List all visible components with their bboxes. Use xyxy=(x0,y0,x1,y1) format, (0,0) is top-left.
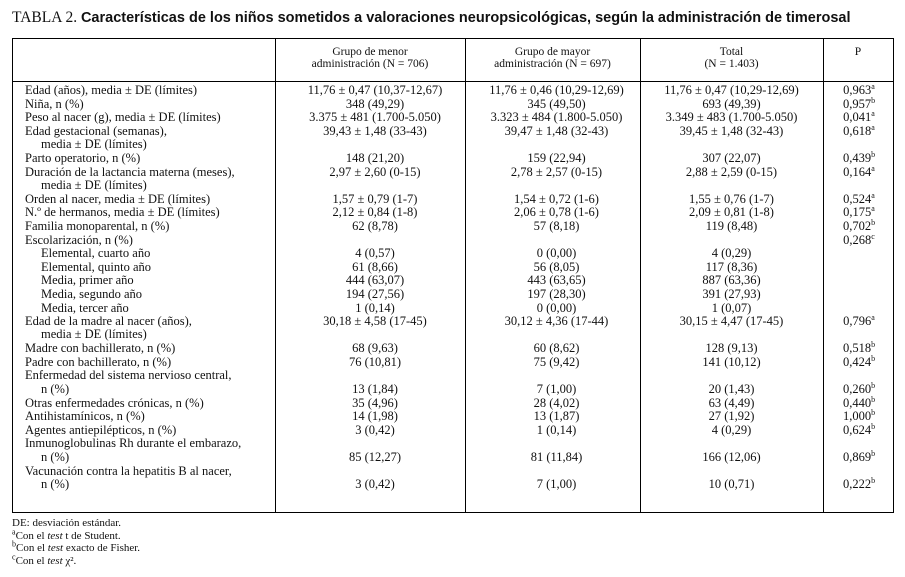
row-label: Edad de la madre al nacer (años), media ± DE (límites) xyxy=(25,314,192,342)
cell-p-value: 0,957$^b$ xyxy=(842,95,876,111)
table-row xyxy=(13,206,893,220)
row-label: Antihistamínicos, n (%) xyxy=(25,409,145,424)
cell-group-high: 159 (22,94) xyxy=(527,150,586,165)
row-label: Edad gestacional (semanas), media ± DE (límites) xyxy=(25,123,167,151)
cell-total: 3.349 ± 483 (1.700-5.050) xyxy=(665,110,798,125)
cell-p-value: 0,624$^b$ xyxy=(842,421,876,437)
row-label: Media, tercer año xyxy=(41,300,129,315)
row-label: Otras enfermedades crónicas, n (%) xyxy=(25,395,204,410)
cell-group-high: 197 (28,30) xyxy=(527,286,586,301)
cell-total: 307 (22,07) xyxy=(702,150,761,165)
cell-total: 27 (1,92) xyxy=(708,409,755,424)
table-row xyxy=(13,353,893,370)
row-label: Inmunoglobulinas Rh durante el embarazo, n (%) xyxy=(25,436,242,464)
table-row xyxy=(13,274,893,288)
cell-group-low: 3 (0,42) xyxy=(355,422,395,437)
header-p-label: P xyxy=(854,46,862,58)
cell-group-high: 81 (11,84) xyxy=(530,450,583,465)
cell-p-value: 0,869$^b$ xyxy=(842,448,876,465)
table-row xyxy=(13,149,893,166)
table-row xyxy=(13,81,893,98)
table-row xyxy=(13,342,893,356)
row-label: Media, primer año xyxy=(41,273,134,288)
table-row xyxy=(13,465,893,492)
table-row xyxy=(13,190,893,207)
cell-group-low: 13 (1,84) xyxy=(352,382,398,397)
cell-total: 63 (4,49) xyxy=(708,395,755,410)
table-row xyxy=(13,394,893,411)
row-label: Media, segundo año xyxy=(41,286,143,301)
cell-p-value: 0,440$^b$ xyxy=(842,394,876,410)
table-row xyxy=(13,421,893,438)
cell-p-value: 0,518$^b$ xyxy=(842,340,876,356)
footnote-a: $^a$Con el test t de Student. xyxy=(12,526,121,542)
cell-total: 391 (27,93) xyxy=(702,286,761,301)
cell-group-high: 3.323 ± 484 (1.800-5.050) xyxy=(490,110,623,125)
row-label: Enfermedad del sistema nervioso central, n (%) xyxy=(25,368,232,396)
cell-group-low: 39,43 ± 1,48 (33-43) xyxy=(323,123,427,138)
row-label: Niña, n (%) xyxy=(25,96,84,111)
row-label: Parto operatorio, n (%) xyxy=(25,150,141,165)
cell-group-high: 345 (49,50) xyxy=(527,96,586,111)
cell-p-value: 0,041$^a$ xyxy=(843,109,875,125)
cell-total: 141 (10,12) xyxy=(702,354,761,369)
cell-group-low: 30,18 ± 4,58 (17-45) xyxy=(323,314,427,329)
table-row xyxy=(13,122,893,152)
data-table xyxy=(12,38,894,513)
cell-p-value: 0,439$^b$ xyxy=(842,149,876,165)
cell-group-low: 76 (10,81) xyxy=(348,354,402,369)
cell-p-value: 1,000$^b$ xyxy=(842,408,876,424)
cell-group-high: 11,76 ± 0,46 (10,29-12,69) xyxy=(489,83,624,97)
cell-group-high: 30,12 ± 4,36 (17-44) xyxy=(504,314,609,329)
row-label: N.º de hermanos, media ± DE (límites) xyxy=(25,205,220,220)
cell-total: 1,55 ± 0,76 (1-7) xyxy=(689,191,774,206)
row-label: Agentes antiepilépticos, n (%) xyxy=(25,422,177,437)
table-row xyxy=(13,95,893,112)
row-label: Familia monoparental, n (%) xyxy=(25,218,170,233)
row-label: Escolarización, n (%) xyxy=(25,232,133,247)
table-row xyxy=(13,261,893,275)
cell-group-low: 61 (8,66) xyxy=(352,259,398,274)
table-row xyxy=(13,217,893,234)
cell-group-high: 60 (8,62) xyxy=(533,341,580,356)
cell-p-value: 0,268$^c$ xyxy=(843,231,875,247)
row-label: Duración de la lactancia materna (meses), media ± DE (límites) xyxy=(25,164,235,192)
cell-group-high: 7 (1,00) xyxy=(536,382,577,397)
cell-total: 117 (8,36) xyxy=(705,259,758,274)
cell-group-low: 68 (9,63) xyxy=(352,341,398,356)
cell-group-low: 348 (49,29) xyxy=(345,96,405,111)
row-label: Peso al nacer (g), media ± DE (límites) xyxy=(25,110,221,125)
table-row xyxy=(13,247,893,261)
cell-total: 693 (49,39) xyxy=(702,96,761,111)
cell-group-low: 2,97 ± 2,60 (0-15) xyxy=(329,164,421,179)
cell-group-high: 2,78 ± 2,57 (0-15) xyxy=(510,164,603,179)
footnote-de: DE: desviación estándar. xyxy=(12,517,122,529)
row-label: Edad (años), media ± DE (límites) xyxy=(25,83,198,97)
cell-total: 4 (0,29) xyxy=(711,246,752,261)
table-row xyxy=(13,410,893,424)
header-total-line2: (N = 1.403) xyxy=(704,58,759,70)
row-label: Elemental, cuarto año xyxy=(41,246,151,261)
table-row xyxy=(13,302,893,316)
cell-group-high: 443 (63,65) xyxy=(527,273,586,288)
cell-total: 2,88 ± 2,59 (0-15) xyxy=(685,164,778,179)
table-row xyxy=(13,163,893,193)
header-total xyxy=(640,46,823,70)
header-group-high-line1: Grupo de mayor xyxy=(514,46,591,58)
table-row xyxy=(13,312,893,342)
row-label: Padre con bachillerato, n (%) xyxy=(25,354,172,369)
cell-p-value: 0,702$^b$ xyxy=(842,217,876,233)
cell-group-low: 1,57 ± 0,79 (1-7) xyxy=(332,191,418,206)
cell-p-value: 0,963$^a$ xyxy=(843,81,875,97)
cell-group-high: 2,06 ± 0,78 (1-6) xyxy=(514,205,599,220)
table-title xyxy=(12,9,851,27)
footnote-b: $^b$Con el test exacto de Fisher. xyxy=(12,539,141,555)
cell-group-low: 4 (0,57) xyxy=(355,246,395,261)
cell-p-value: 0,222$^b$ xyxy=(842,476,876,492)
cell-group-low: 148 (21,20) xyxy=(345,150,405,165)
cell-group-high: 1 (0,14) xyxy=(536,422,577,437)
cell-group-high: 28 (4,02) xyxy=(533,395,580,410)
cell-group-high: 75 (9,42) xyxy=(533,354,580,369)
cell-group-low: 11,76 ± 0,47 (10,37-12,67) xyxy=(307,83,443,97)
cell-total: 119 (8,48) xyxy=(705,218,758,233)
cell-group-low: 3 (0,42) xyxy=(355,477,395,492)
table-row xyxy=(13,231,893,248)
header-group-low xyxy=(275,46,465,70)
header-divider xyxy=(13,81,893,82)
cell-group-high: 39,47 ± 1,48 (32-43) xyxy=(504,123,609,138)
footnote-c: $^c$Con el test χ². xyxy=(12,552,77,567)
table-caption: Características de los niños sometidos a valoraciones neuropsicológicas, según la administración de timerosal xyxy=(80,10,851,26)
cell-group-low: 62 (8,78) xyxy=(352,218,398,233)
cell-total: 4 (0,29) xyxy=(711,422,752,437)
cell-group-low: 14 (1,98) xyxy=(352,409,398,424)
table-body xyxy=(13,81,893,492)
footnotes xyxy=(12,517,140,567)
header-total-line1: Total xyxy=(719,46,744,58)
cell-total: 30,15 ± 4,47 (17-45) xyxy=(679,314,784,329)
cell-group-low: 85 (12,27) xyxy=(348,450,402,465)
cell-total: 2,09 ± 0,81 (1-8) xyxy=(689,205,774,220)
table-row xyxy=(13,288,893,302)
cell-group-low: 1 (0,14) xyxy=(355,300,395,315)
cell-p-value: 0,260$^b$ xyxy=(842,380,876,397)
cell-p-value: 0,796$^a$ xyxy=(843,312,875,329)
cell-group-low: 444 (63,07) xyxy=(345,273,405,288)
cell-total: 128 (9,13) xyxy=(705,341,758,356)
cell-group-low: 3.375 ± 481 (1.700-5.050) xyxy=(309,110,441,125)
cell-group-high: 0 (0,00) xyxy=(536,246,577,261)
cell-p-value: 0,164$^a$ xyxy=(843,163,875,179)
cell-group-low: 194 (27,56) xyxy=(345,286,405,301)
header-group-high-line2: administración (N = 697) xyxy=(494,58,611,70)
row-label: Elemental, quinto año xyxy=(41,259,152,274)
header-group-high xyxy=(465,46,640,70)
cell-p-value: 0,424$^b$ xyxy=(842,353,876,369)
table-row xyxy=(13,111,893,125)
cell-group-low: 35 (4,96) xyxy=(352,395,398,410)
header-group-low-line1: Grupo de menor xyxy=(332,46,408,58)
cell-group-high: 57 (8,18) xyxy=(533,218,580,233)
row-label: Vacunación contra la hepatitis B al nacer, n (%) xyxy=(25,463,232,491)
cell-total: 887 (63,36) xyxy=(702,273,761,288)
cell-total: 166 (12,06) xyxy=(702,450,761,465)
cell-total: 20 (1,43) xyxy=(708,382,755,397)
cell-total: 11,76 ± 0,47 (10,29-12,69) xyxy=(664,83,799,97)
cell-group-high: 0 (0,00) xyxy=(536,300,577,315)
cell-total: 10 (0,71) xyxy=(708,477,755,492)
cell-total: 39,45 ± 1,48 (32-43) xyxy=(679,123,784,138)
cell-p-value: 0,175$^a$ xyxy=(843,204,875,220)
cell-group-high: 13 (1,87) xyxy=(533,409,580,424)
table-row xyxy=(13,369,893,396)
row-label: Madre con bachillerato, n (%) xyxy=(25,341,176,356)
table-row xyxy=(13,437,893,464)
cell-group-high: 56 (8,05) xyxy=(533,259,580,274)
cell-p-value: 0,524$^a$ xyxy=(843,190,875,206)
table-number: TABLA 2. xyxy=(12,9,78,26)
cell-group-high: 1,54 ± 0,72 (1-6) xyxy=(514,191,599,206)
cell-group-high: 7 (1,00) xyxy=(536,477,577,492)
header-p xyxy=(823,46,893,58)
cell-p-value: 0,618$^a$ xyxy=(843,122,875,138)
header-group-low-line2: administración (N = 706) xyxy=(311,58,429,70)
row-label: Orden al nacer, media ± DE (límites) xyxy=(25,191,211,206)
cell-total: 1 (0,07) xyxy=(711,300,752,315)
cell-group-low: 2,12 ± 0,84 (1-8) xyxy=(332,205,418,220)
